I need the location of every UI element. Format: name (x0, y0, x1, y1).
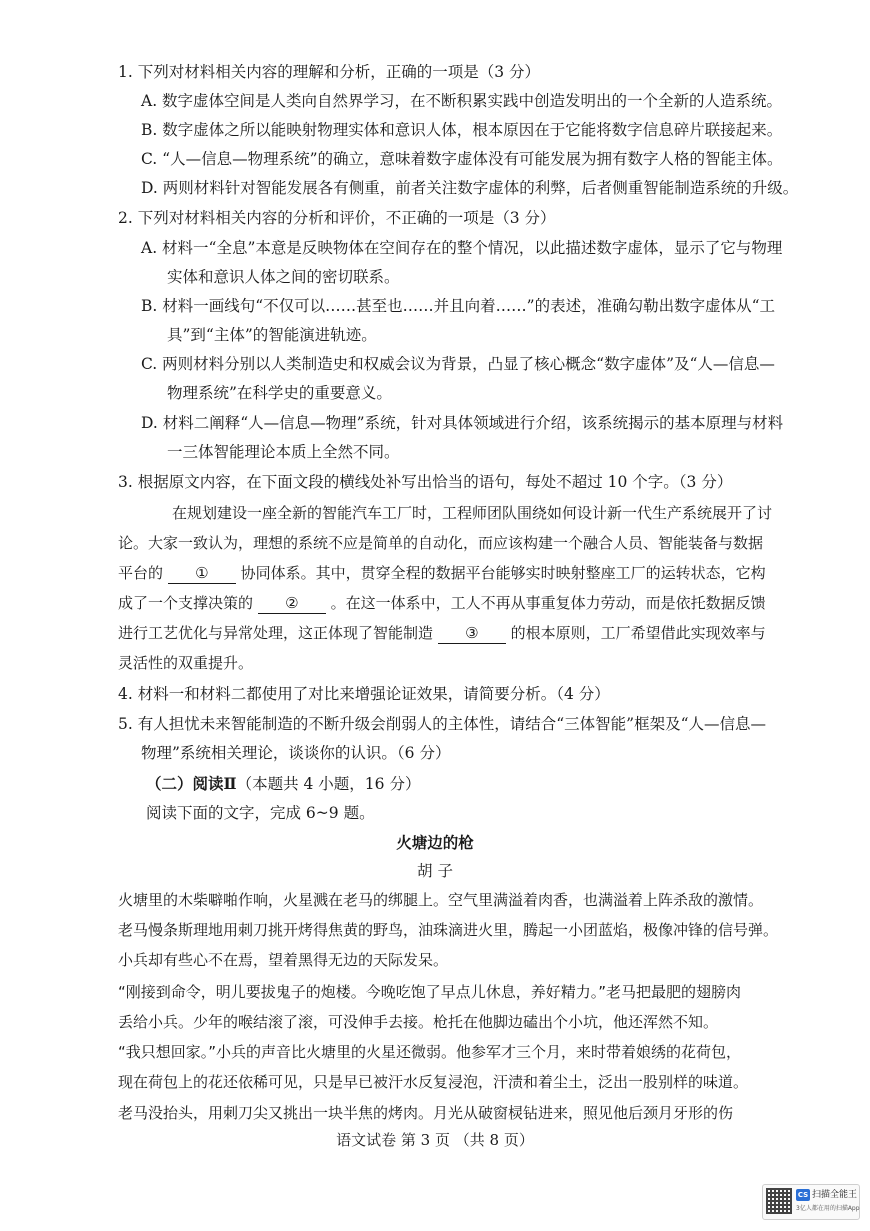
question-5-stem-cont: 物理”系统相关理论，谈谈你的认识。（6 分） (141, 744, 451, 762)
scanner-watermark-badge (762, 1184, 860, 1220)
story-paragraph-line: 小兵却有些心不在焉，望着黑得无边的天际发呆。 (118, 951, 449, 969)
question-3-passage-line (118, 563, 766, 584)
question-2-option-d: D. 材料二阐释“人—信息—物理”系统，针对具体领域进行介绍，该系统揭示的基本原理与材料 (141, 414, 784, 432)
question-2-option-a: A. 材料一“全息”本意是反映物体在空间存在的整个情况，以此描述数字虚体，显示了它与物理 (141, 239, 783, 257)
page-footer: 语文试卷 第 3 页 （共 8 页） (336, 1131, 534, 1149)
story-paragraph-line: 老马没抬头，用刺刀尖又挑出一块半焦的烤肉。月光从破窗棂钻进来，照见他后颈月牙形的伤 (118, 1104, 734, 1122)
section-meta: （本题共 4 小题，16 分） (236, 775, 421, 793)
question-1-option-c: C. “人—信息—物理系统”的确立，意味着数字虚体没有可能发展为拥有数字人格的智能主体。 (141, 150, 783, 168)
passage-text: 。在这一体系中，工人不再从事重复体力劳动，而是依托数据反馈 (330, 594, 766, 612)
question-2-option-d-cont: 一三体智能理论本质上全然不同。 (167, 443, 400, 461)
question-3-passage-line (118, 593, 766, 614)
story-paragraph-line: “我只想回家。”小兵的声音比火塘里的火星还微弱。他参军才三个月，来时带着娘绣的花荷包， (118, 1043, 742, 1061)
fill-blank-3[interactable]: ③ (438, 623, 506, 644)
fill-blank-1[interactable]: ① (168, 563, 236, 584)
badge-title: 扫描全能王 (812, 1190, 858, 1200)
passage-text: 的根本原则，工厂希望借此实现效率与 (510, 624, 766, 642)
question-2-stem: 2. 下列对材料相关内容的分析和评价，不正确的一项是（3 分） (118, 209, 556, 227)
story-title: 火塘边的枪 (396, 833, 474, 852)
question-3-passage-line (118, 623, 766, 644)
question-3-stem: 3. 根据原文内容，在下面文段的横线处补写出恰当的语句，每处不超过 10 个字。（3 分） (118, 473, 733, 491)
passage-text: 协同体系。其中，贯穿全程的数据平台能够实时映射整座工厂的运转状态，它构 (240, 564, 766, 582)
story-paragraph-line: 丢给小兵。少年的喉结滚了滚，可没伸手去接。枪托在他脚边磕出个小坑，他还浑然不知。 (118, 1013, 719, 1031)
section-title: （二）阅读Ⅱ (146, 774, 237, 793)
question-5-stem: 5. 有人担忧未来智能制造的不断升级会削弱人的主体性，请结合“三体智能”框架及“人—信息— (118, 715, 766, 733)
question-2-option-a-cont: 实体和意识人体之间的密切联系。 (167, 268, 400, 286)
question-3-passage-line: 灵活性的双重提升。 (118, 654, 254, 672)
section-heading (146, 774, 420, 794)
passage-text: 平台的 (118, 564, 164, 582)
story-paragraph-line: 老马慢条斯理地用刺刀挑开烤得焦黄的野鸟，油珠滴进火里，腾起一小团蓝焰，极像冲锋的信号弹。 (118, 921, 779, 939)
question-1-option-d: D. 两则材料针对智能发展各有侧重，前者关注数字虚体的利弊，后者侧重智能制造系统的升级。 (141, 179, 799, 197)
question-4-stem: 4. 材料一和材料二都使用了对比来增强论证效果，请简要分析。（4 分） (118, 685, 610, 703)
qr-code-icon (766, 1188, 792, 1214)
passage-text: 进行工艺优化与异常处理，这正体现了智能制造 (118, 624, 434, 642)
question-3-passage-line: 在规划建设一座全新的智能汽车工厂时，工程师团队围绕如何设计新一代生产系统展开了讨 (172, 504, 773, 522)
section-instruction: 阅读下面的文字，完成 6~9 题。 (146, 804, 375, 822)
fill-blank-2[interactable]: ② (258, 593, 326, 614)
story-paragraph-line: 火塘里的木柴噼啪作响，火星溅在老马的绑腿上。空气里满溢着肉香，也满溢着上阵杀敌的激情。 (118, 891, 764, 909)
question-1-stem: 1. 下列对材料相关内容的理解和分析，正确的一项是（3 分） (118, 63, 541, 81)
question-1-option-b: B. 数字虚体之所以能映射物理实体和意识人体，根本原因在于它能将数字信息碎片联接起来。 (141, 121, 783, 139)
question-1-option-a: A. 数字虚体空间是人类向自然界学习，在不断积累实践中创造发明出的一个全新的人造系统。 (141, 92, 783, 110)
question-2-option-b-cont: 具”到“主体”的智能演进轨迹。 (167, 326, 377, 344)
passage-text: 成了一个支撑决策的 (118, 594, 254, 612)
story-paragraph-line: “刚接到命令，明儿要拔鬼子的炮楼。今晚吃饱了早点儿休息，养好精力。”老马把最肥的翅膀肉 (118, 983, 742, 1001)
question-2-option-b: B. 材料一画线句“不仅可以……甚至也……并且向着……”的表述，准确勾勒出数字虚体从“工 (141, 297, 776, 315)
badge-subtitle: 3亿人都在用的扫描App (796, 1205, 860, 1212)
story-author: 胡 子 (417, 862, 453, 880)
camscanner-logo-icon: CS (797, 1191, 809, 1199)
question-2-option-c: C. 两则材料分别以人类制造史和权威会议为背景，凸显了核心概念“数字虚体”及“人—信息— (141, 355, 775, 373)
question-3-passage-line: 论。大家一致认为，理想的系统不应是简单的自动化，而应该构建一个融合人员、智能装备与数据 (118, 534, 764, 552)
question-2-option-c-cont: 物理系统”在科学史的重要意义。 (167, 384, 392, 402)
story-paragraph-line: 现在荷包上的花还依稀可见，只是早已被汗水反复浸泡，汗渍和着尘土，泛出一股别样的味道。 (118, 1073, 749, 1091)
